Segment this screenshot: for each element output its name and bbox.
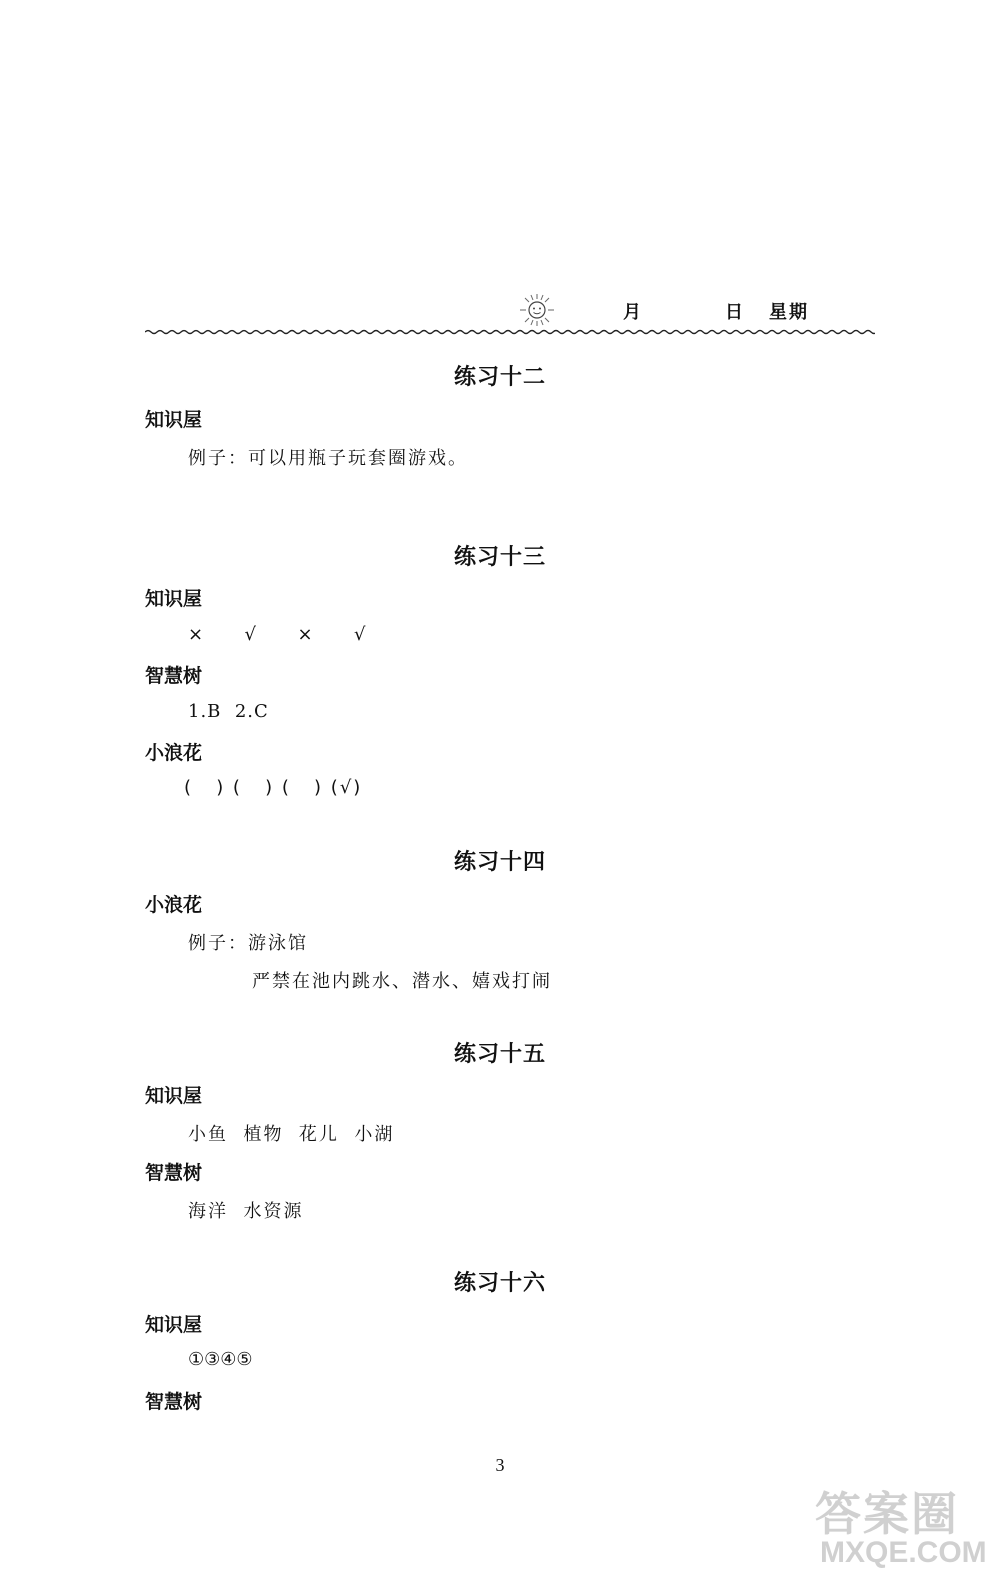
section-title-14: 练习十四 [453,850,546,875]
sub-heading: 智慧树 [145,1162,203,1184]
section-title-15: 练习十五 [453,1042,546,1067]
section-title-12: 练习十二 [453,365,546,390]
watermark-text: 答案圈 [815,1487,959,1541]
answer-line: ①③④⑤ [188,1349,253,1370]
watermark-url: MXQE.COM [820,1536,987,1569]
sub-heading: 知识屋 [145,1085,203,1107]
answer-line: 例子：游泳馆 [188,933,308,954]
month-label: 月 [623,302,643,323]
answer-line: ( ) ( ) ( ) (√) [184,777,363,798]
answer-line: 严禁在池内跳水、潜水、嬉戏打闹 [252,971,552,992]
answer-line: 海洋 水资源 [188,1201,304,1222]
section-title-16: 练习十六 [453,1271,546,1296]
page-header [145,290,875,340]
watermark-logo [790,1478,995,1578]
page-number: 3 [495,1455,505,1475]
sub-heading: 知识屋 [145,409,203,431]
sub-heading: 小浪花 [145,742,203,764]
answer-line: 例子：可以用瓶子玩套圈游戏。 [188,448,468,469]
sub-heading: 知识屋 [145,588,203,610]
sub-heading: 智慧树 [145,1391,203,1413]
sub-heading: 智慧树 [145,665,203,687]
answer-line: 1.B 2.C [188,701,269,722]
sub-heading: 知识屋 [145,1314,203,1336]
section-title-13: 练习十三 [453,545,546,570]
answer-line: × √ × √ [188,624,376,645]
day-label: 日 [725,302,745,323]
wavy-divider [145,328,875,336]
answer-line: 小鱼 植物 花儿 小湖 [188,1124,395,1145]
weekday-label: 星期 [769,302,809,323]
sun-icon [517,292,557,328]
sub-heading: 小浪花 [145,894,203,916]
